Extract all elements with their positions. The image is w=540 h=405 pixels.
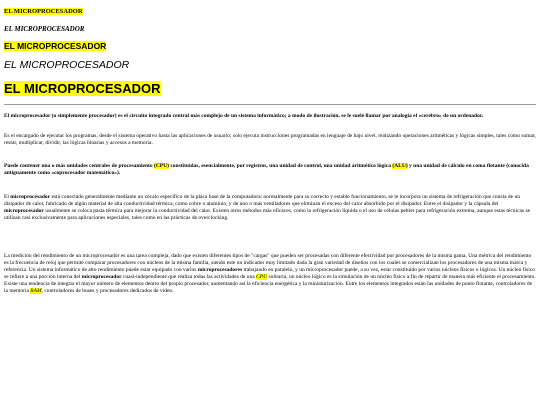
ram-italic-highlight: RAM <box>30 287 42 294</box>
paragraph-performance <box>4 253 536 294</box>
p5-text-a: La medición del rendimiento de un microprocesador es una tarea compleja, dado que existen diferentes tipos de "cargas" que pueden ser procesadas con diferente efectividad por procesadores de la misma gama. Una métrica del rendimiento es la frecuencia de reloj que permite comparar procesadores con núcleos de la misma familia, siendo este un indicador muy limitado dada la gran variedad de diseños con los cuales se comercializan los procesadores de una misma marca y referencia. Un sistema informático de alto rendimiento puede estar equipado con varios <box>4 253 532 273</box>
p4-text-b: está conectado generalmente mediante un zócalo específico de la placa base de la computadora; normalmente para su correcto y estable funcionamiento, se le incorpora un sistema de refrigeración que consta de un disipador de calor, fabricado de algún material de alta conductividad térmica, como cobre o aluminio, y de uno o más ventiladores que eliminan el exceso del calor absorbido por el disipador. Entre el disipador y la cápsula del <box>4 194 520 207</box>
p4-term-1: microprocesador <box>10 194 51 200</box>
paragraph-cooling <box>4 194 536 222</box>
heading-level-3 <box>4 41 106 52</box>
heading-level-5 <box>4 80 161 97</box>
paragraph-execution: Es el encargado de ejecutar los programas, desde el sistema operativo hasta las aplicaciones de usuario; solo ejecuta instrucciones programadas en lenguaje de bajo nivel, realizando operaciones aritméticas y lógicas simples, tales como sumar, restar, multiplicar, dividir, las lógicas binarias y accesos a memoria. <box>4 133 536 146</box>
heading-level-4: EL MICROPROCESADOR <box>4 59 130 71</box>
p3-text-c: y una unidad de cálculo en coma flotante (conocida antiguamente como «coprocesador matemático»). <box>4 163 529 176</box>
cpu-italic-highlight: CPU <box>256 273 268 280</box>
heading-level-2: EL MICROPROCESADOR <box>4 25 85 33</box>
p5-text-e: , controladores de buses y procesadores dedicados de video. <box>41 287 174 294</box>
alu-highlight: (ALU) <box>392 163 408 169</box>
p5-text-d: solitaria, un núcleo lógico es la simulación de un núcleo físico a fin de repartir de manera más eficiente el procesamiento. Existe una tendencia de integrar el mayor número de elementos dentro del propio procesador, aumentando así la eficiencia energética y la miniaturización. Entre los elementos integrados están las unidades de punto flotante, controladores de la memoria <box>4 273 536 294</box>
heading-level-3-text: EL MICROPROCESADOR <box>4 41 107 51</box>
intro-text-before: El <box>4 113 11 119</box>
p4-text-c: usualmente se coloca pasta térmica para mejorar la conductividad del calor. Existen otros métodos más eficaces, como la refrigeración líquida o el uso de células peltier para refrigeración extrema, aunque estas técnicas se utilizan casi exclusivamente para aplicaciones especiales, tales como en las prácticas de overclocking. <box>4 207 531 221</box>
cpu-highlight: (CPU) <box>153 163 169 169</box>
p5-term-2: microprocesador <box>81 273 122 280</box>
intro-text-after: (o simplemente procesador) es el circuito integrado central más complejo de un sistema informático; a modo de ilustración, se le suele llamar por analogía el «cerebro» de un ordenador. <box>50 113 484 119</box>
p4-term-2: microprocesador <box>4 207 44 214</box>
p3-text-a: Puede contener una o más unidades centrales de procesamiento <box>4 163 154 169</box>
horizontal-rule <box>4 104 536 105</box>
heading-level-5-text: EL MICROPROCESADOR <box>4 81 161 96</box>
paragraph-cpu-units <box>4 163 536 177</box>
p3-text-b: constituidas, esencialmente, por registros, una unidad de control, una unidad aritmético lógica <box>168 163 393 169</box>
p5-term-1: microprocesadores <box>197 266 243 273</box>
intro-term: microprocesador <box>10 113 51 119</box>
p5-text-c: cuasi-independiente que realiza todas las actividades de una <box>121 273 257 280</box>
p5-text-b: trabajando en paralelo, y un microprocesador puede, a su vez, estar constituido por varios núcleos físicos o lógicos. Un núcleo físico se refiere a una porción interna del <box>4 266 535 280</box>
paragraph-intro <box>4 113 536 120</box>
p4-text-a: El <box>4 194 11 200</box>
heading-level-1 <box>4 8 83 16</box>
heading-level-1-text: EL MICROPROCESADOR <box>4 8 83 15</box>
